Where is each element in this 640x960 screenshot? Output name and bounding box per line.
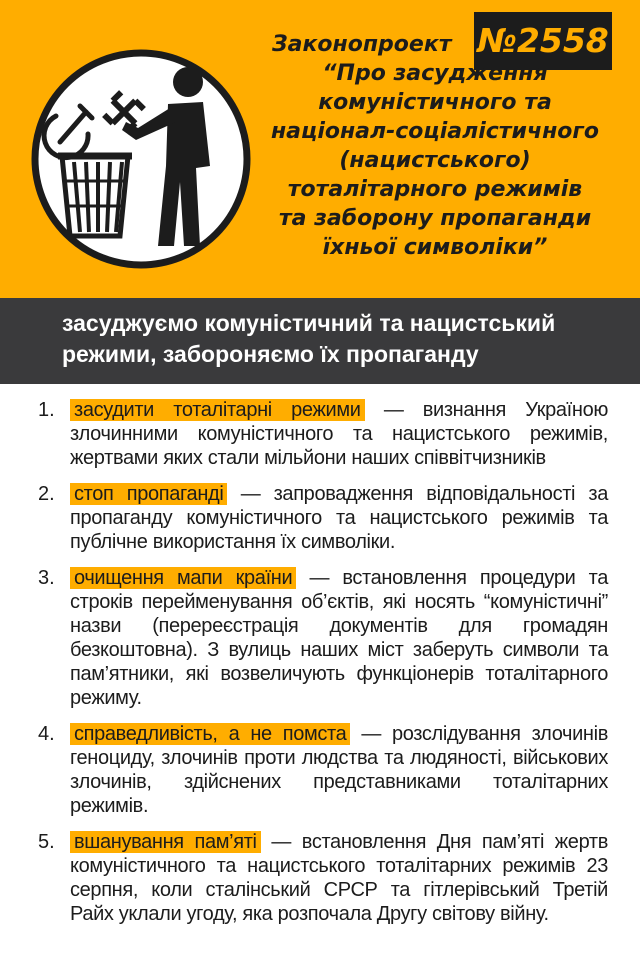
item-highlight: вшанування пам’яті <box>70 831 261 853</box>
title-line: (нацистського) <box>339 148 531 173</box>
item-body <box>70 398 608 470</box>
header <box>0 0 640 298</box>
subtitle-text <box>62 308 632 370</box>
item-description: — розслідування злочинів геноциду, злочинів проти людства та людяності, військових злочинів, здійснених представниками тоталітарних режимів. <box>70 723 608 817</box>
list-item <box>0 482 640 554</box>
item-description: — встановлення процедури та строків перейменування об’єктів, які носять “комуністичні” назви (перереєстрація документів для громадян безкоштовна). З вулиць наших міст заберуть символи та пам’ятники, які возвеличують функціонерів тоталітарного режиму. <box>70 567 608 709</box>
subtitle-line: режими, забороняємо їх пропаганду <box>62 341 479 367</box>
item-description: — визнання Україною злочинними комуністичного та нацистського режимів, жертвами яких стали мільйони наших співвітчизників <box>70 399 608 469</box>
item-number: 4. <box>38 723 55 745</box>
item-highlight: очищення мапи країни <box>70 567 296 589</box>
item-highlight: засудити тоталітарні режими <box>70 399 365 421</box>
bill-title <box>250 30 620 262</box>
list-item <box>0 566 640 710</box>
item-highlight: справедливість, а не помста <box>70 723 350 745</box>
item-body <box>70 482 608 554</box>
item-number: 1. <box>38 399 55 421</box>
item-highlight: стоп пропаганді <box>70 483 227 505</box>
title-line: націонал-соціалістичного <box>270 119 600 144</box>
item-number: 5. <box>38 831 55 853</box>
title-line: та заборону пропаганди <box>278 206 592 231</box>
list-item <box>0 398 640 470</box>
item-number: 2. <box>38 483 55 505</box>
item-number: 3. <box>38 567 55 589</box>
item-body <box>70 830 608 926</box>
title-line: тоталітарного режимів <box>287 177 583 202</box>
subtitle-band <box>0 298 640 384</box>
item-body <box>70 722 608 818</box>
provisions-list <box>0 398 640 938</box>
item-description: — запровадження відповідальності за пропаганду комуністичного та нацистського режимів та публічне використання їх символіки. <box>70 483 608 553</box>
item-body <box>70 566 608 710</box>
bill-prefix: Законопроект <box>272 32 452 57</box>
list-item <box>0 830 640 926</box>
title-line: “Про засудження <box>322 61 548 86</box>
bill-number-badge: №2558 <box>474 12 612 70</box>
trash-prohibition-logo-icon <box>28 46 254 272</box>
subtitle-line: засуджуємо комуністичний та нацистський <box>62 310 556 336</box>
title-line: їхньої символіки” <box>322 235 548 260</box>
list-item <box>0 722 640 818</box>
item-description: — встановлення Дня пам’яті жертв комуністичного та нацистського тоталітарних режимів 23 серпня, коли сталінський СРСР та гітлерівський Третій Райх уклали угоду, яка розпочала Другу світову війну. <box>70 831 608 925</box>
title-line: комуністичного та <box>318 90 552 115</box>
